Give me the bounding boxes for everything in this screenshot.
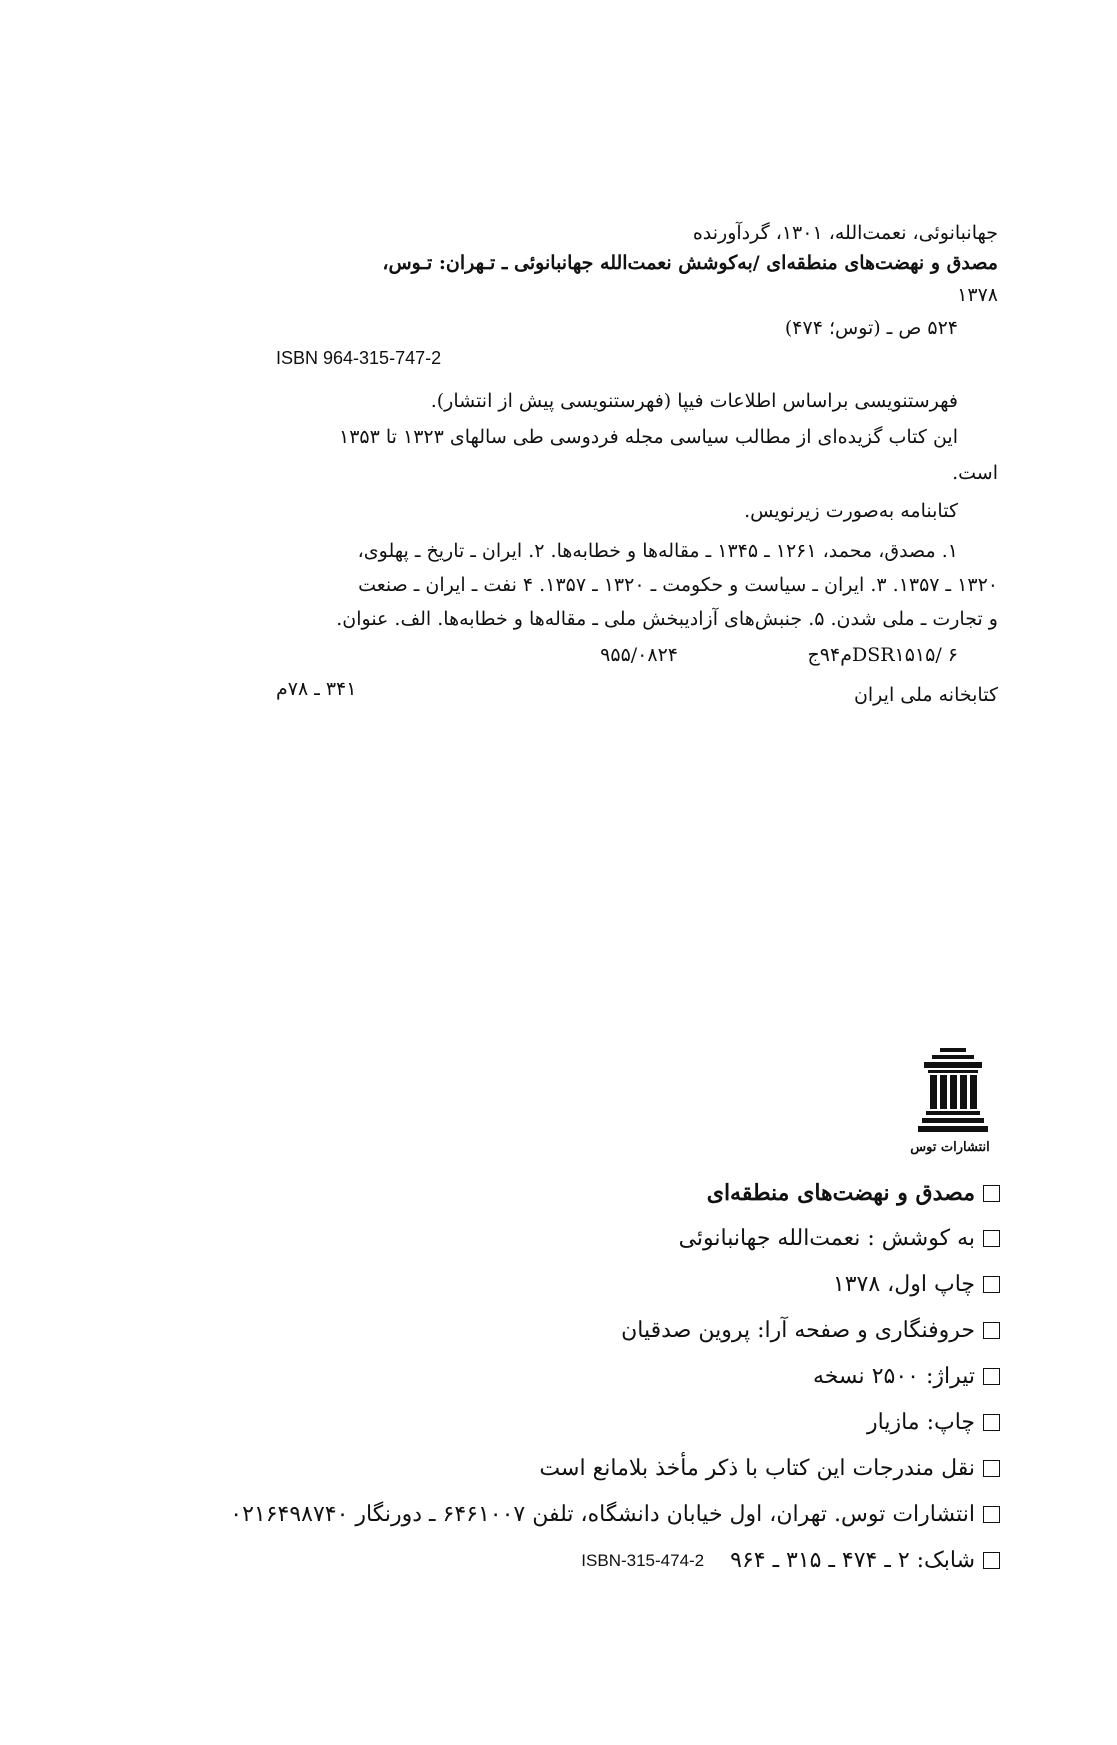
detail-address-text: انتشارات توس. تهران، اول خیابان دانشگاه، تلفن ۶۴۶۱۰۰۷ ـ دورنگار ۰۲۱۶۴۹۸۷۴۰ <box>230 1502 975 1527</box>
checkbox-icon <box>983 1322 1000 1339</box>
cip-class-dewey: ۹۵۵/۰۸۲۴ <box>600 644 678 666</box>
cip-note-fipa: فهرستنویسی براساس اطلاعات فیپا (فهرستنویسی پیش از انتشار). <box>430 390 958 412</box>
checkbox-icon <box>983 1414 1000 1431</box>
cip-library: کتابخانه ملی ایران <box>853 684 998 706</box>
cip-title: مصدق و نهضت‌های منطقه‌ای /به‌کوشش نعمت‌الله جهانبانوئی ـ تـهران: تـوس، <box>382 252 998 274</box>
cip-subjects-2: ۱۳۲۰ ـ ۱۳۵۷. ۳. ایران ـ سیاست و حکومت ـ ۱۳۲۰ ـ ۱۳۵۷. ۴ نفت ـ ایران ـ صنعت <box>358 574 998 596</box>
detail-printer <box>867 1410 1000 1435</box>
detail-isbn <box>581 1548 1000 1573</box>
detail-isbn-en: ISBN-315-474-2 <box>581 1550 705 1570</box>
checkbox-icon <box>983 1276 1000 1293</box>
detail-circulation <box>813 1364 1000 1389</box>
checkbox-icon <box>983 1460 1000 1477</box>
publisher-name: انتشارات توس <box>910 1140 990 1155</box>
cip-isbn: ISBN 964-315-747-2 <box>276 348 442 368</box>
detail-copyright-text: نقل مندرجات این کتاب با ذکر مأخذ بلامانع است <box>539 1456 975 1481</box>
cip-note-content-end: است. <box>952 462 998 484</box>
column-temple-logo-icon <box>918 1048 988 1136</box>
cip-pages: ۵۲۴ ص ـ (توس؛ ۴۷۴) <box>784 317 958 339</box>
checkbox-icon <box>983 1552 1000 1569</box>
detail-edition <box>833 1272 1000 1297</box>
checkbox-icon <box>983 1506 1000 1523</box>
detail-isbn-fa: شابک: ۲ ـ ۴۷۴ ـ ۳۱۵ ـ ۹۶۴ <box>730 1548 975 1573</box>
cip-author: جهانبانوئی، نعمت‌الله، ۱۳۰۱، گردآورنده <box>692 222 998 244</box>
detail-circulation-text: تیراژ: ۲۵۰۰ نسخه <box>812 1364 975 1389</box>
detail-printer-text: چاپ: مازیار <box>867 1410 975 1435</box>
detail-editor <box>679 1226 1000 1251</box>
checkbox-icon <box>983 1368 1000 1385</box>
checkbox-icon <box>983 1230 1000 1247</box>
detail-address <box>230 1502 1000 1527</box>
detail-copyright <box>539 1456 1000 1481</box>
cip-note-content: این کتاب گزیده‌ای از مطالب سیاسی مجله فردوسی طی سالهای ۱۳۲۳ تا ۱۳۵۳ <box>339 426 958 448</box>
detail-title-text: مصدق و نهضت‌های منطقه‌ای <box>706 1180 975 1206</box>
cip-bibliography: کتابنامه به‌صورت زیرنویس. <box>744 500 958 522</box>
detail-typesetting-text: حروفنگاری و صفحه آرا: پروین صدقیان <box>621 1318 975 1343</box>
detail-typesetting <box>621 1318 1000 1343</box>
cip-class-lc: DSR۱۵۱۵/ ۶م۹۴ج <box>807 644 958 666</box>
detail-title <box>707 1180 1000 1206</box>
detail-editor-text: به کوشش : نعمت‌الله جهانبانوئی <box>678 1226 975 1251</box>
cip-subjects-1: ۱. مصدق، محمد، ۱۲۶۱ ـ ۱۳۴۵ ـ مقاله‌ها و خطابه‌ها. ۲. ایران ـ تاریخ ـ پهلوی، <box>357 540 958 562</box>
cip-library-number: ۳۴۱ ـ ۷۸م <box>276 678 357 700</box>
cip-year: ۱۳۷۸ <box>957 284 998 306</box>
detail-edition-text: چاپ اول، ۱۳۷۸ <box>832 1272 975 1297</box>
checkbox-icon <box>983 1185 1000 1202</box>
cip-subjects-3: و تجارت ـ ملی شدن. ۵. جنبش‌های آزادیبخش ملی ـ مقاله‌ها و خطابه‌ها. الف. عنوان. <box>336 608 998 630</box>
